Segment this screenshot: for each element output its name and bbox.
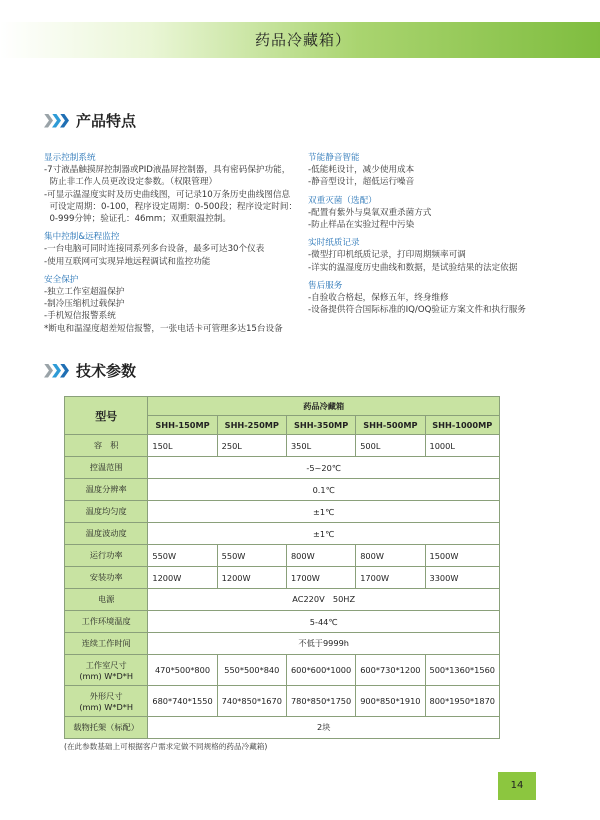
features-section-title: 产品特点 [76, 112, 137, 130]
table-row [65, 457, 500, 479]
model-name-cell: SHH-150MP [148, 416, 217, 435]
row-value-cell: 1000L [425, 435, 500, 457]
feature-line: 0-999分钟；验证孔：46mm；双重限温控制。 [44, 214, 232, 225]
table-row [65, 501, 500, 523]
row-label-cell: 载物托架（标配） [65, 717, 148, 739]
row-label-cell: 容 积 [65, 435, 148, 457]
feature-line: -静音型设计，超低运行噪音 [308, 177, 415, 188]
row-label-cell: 温度分辨率 [65, 479, 148, 501]
row-value-cell: 470*500*800 [148, 655, 217, 686]
row-value-cell: 1700W [356, 567, 425, 589]
feature-line: *断电和温湿度超差短信报警，一张电话卡可管理多达15台设备 [44, 323, 283, 334]
feature-group-heading: 售后服务 [308, 280, 343, 291]
row-value-cell: 900*850*1910 [356, 686, 425, 717]
row-label-cell: 外形尺寸 (mm) W*D*H [65, 686, 148, 717]
row-value-cell: 780*850*1750 [286, 686, 355, 717]
row-value-cell: 800*1950*1870 [425, 686, 500, 717]
row-value-cell: 600*600*1000 [286, 655, 355, 686]
tech-section-title: 技术参数 [76, 362, 137, 380]
feature-line: -使用互联网可实现异地远程调试和监控功能 [44, 256, 211, 267]
feature-group-heading: 安全保护 [44, 274, 79, 285]
table-row [65, 611, 500, 633]
row-value-cell: ±1℃ [148, 523, 500, 545]
row-value-cell: 1500W [425, 545, 500, 567]
row-value-cell: 1200W [217, 567, 286, 589]
row-label-cell: 温度波动度 [65, 523, 148, 545]
feature-line: -防止样品在实验过程中污染 [308, 220, 415, 231]
row-value-cell: 500L [356, 435, 425, 457]
feature-group-heading: 节能静音智能 [308, 153, 360, 163]
feature-group-heading: 实时纸质记录 [308, 238, 360, 249]
page-number: 14 [498, 772, 536, 800]
feature-line: -7寸液晶触摸屏控制器或PID液晶屏控制器，具有密码保护功能， [44, 165, 291, 176]
model-name-cell: SHH-250MP [217, 416, 286, 435]
feature-line: -设备提供符合国际标准的IQ/OQ验证方案文件和执行服务 [308, 305, 526, 316]
row-value-cell: 150L [148, 435, 217, 457]
feature-line: -制冷压缩机过载保护 [44, 299, 125, 310]
chevron-arrows-icon [44, 364, 68, 378]
table-row [65, 655, 500, 686]
title-banner [0, 22, 600, 58]
row-value-cell: 1200W [148, 567, 217, 589]
row-label-cell: 控温范围 [65, 457, 148, 479]
table-row [65, 435, 500, 457]
table-row [65, 567, 500, 589]
row-value-cell: 800W [286, 545, 355, 567]
table-row [65, 523, 500, 545]
feature-line: -可显示温湿度实时及历史曲线图，可记录10万条历史曲线图信息 [44, 189, 291, 200]
row-value-cell: 550*500*840 [217, 655, 286, 686]
tech-section-header [44, 360, 136, 381]
row-value-cell: 1700W [286, 567, 355, 589]
feature-line: 防止非工作人员更改设定参数。（权限管理） [44, 177, 218, 188]
row-label-cell: 运行功率 [65, 545, 148, 567]
feature-group-heading: 显示控制系统 [44, 153, 96, 163]
feature-line: -自验收合格起，保修五年，终身维修 [308, 293, 449, 304]
row-value-cell: 740*850*1670 [217, 686, 286, 717]
row-value-cell: 不低于9999h [148, 633, 500, 655]
model-name-cell: SHH-350MP [286, 416, 355, 435]
table-row [65, 479, 500, 501]
spec-table [64, 396, 500, 739]
features-section-header [44, 110, 136, 131]
table-row [65, 589, 500, 611]
row-value-cell: -5~20℃ [148, 457, 500, 479]
row-value-cell: ±1℃ [148, 501, 500, 523]
row-value-cell: 2块 [148, 717, 500, 739]
table-row [65, 686, 500, 717]
feature-line: -独立工作室超温保护 [44, 287, 125, 298]
row-label-cell: 连续工作时间 [65, 633, 148, 655]
features-right-column [308, 152, 526, 316]
model-name-cell: SHH-1000MP [425, 416, 500, 435]
feature-line: 可设定周期：0-100，程序设定周期：0-500段；程序设定时间： [44, 201, 298, 212]
feature-line: -微型打印机纸质记录，打印周期频率可调 [308, 250, 466, 261]
row-value-cell: 550W [217, 545, 286, 567]
row-label-cell: 温度均匀度 [65, 501, 148, 523]
feature-line: -详实的温湿度历史曲线和数据，是试验结果的法定依据 [308, 262, 518, 273]
row-value-cell: 800W [356, 545, 425, 567]
row-value-cell: 3300W [425, 567, 500, 589]
features-left-column [44, 152, 297, 335]
row-value-cell: 0.1℃ [148, 479, 500, 501]
feature-line: -手机短信报警系统 [44, 311, 116, 322]
row-value-cell: 500*1360*1560 [425, 655, 500, 686]
row-value-cell: AC220V 50HZ [148, 589, 500, 611]
table-row [65, 633, 500, 655]
feature-group-heading: 双重灭菌（选配） [308, 195, 377, 206]
row-label-cell: 安装功率 [65, 567, 148, 589]
row-value-cell: 5-44℃ [148, 611, 500, 633]
table-row [65, 545, 500, 567]
row-label-cell: 电源 [65, 589, 148, 611]
table-header-row [65, 397, 500, 416]
row-label-cell: 工作环境温度 [65, 611, 148, 633]
feature-line: -配置有紫外与臭氧双重杀菌方式 [308, 207, 432, 218]
group-label-cell: 药品冷藏箱 [148, 397, 500, 416]
row-value-cell: 350L [286, 435, 355, 457]
row-value-cell: 680*740*1550 [148, 686, 217, 717]
page-title: 药品冷藏箱） [255, 31, 352, 49]
row-value-cell: 550W [148, 545, 217, 567]
row-value-cell: 250L [217, 435, 286, 457]
row-value-cell: 600*730*1200 [356, 655, 425, 686]
chevron-arrows-icon [44, 114, 68, 128]
feature-line: -低能耗设计，减少使用成本 [308, 165, 415, 176]
model-name-cell: SHH-500MP [356, 416, 425, 435]
feature-group-heading: 集中控制&远程监控 [44, 232, 120, 243]
row-label-cell: 工作室尺寸 (mm) W*D*H [65, 655, 148, 686]
table-row [65, 717, 500, 739]
feature-line: -一台电脑可同时连接同系列多台设备，最多可达30个仪表 [44, 244, 265, 255]
table-note: (在此参数基础上可根据客户需求定做不同规格的药品冷藏箱) [64, 742, 268, 751]
model-label-cell: 型号 [65, 397, 148, 435]
